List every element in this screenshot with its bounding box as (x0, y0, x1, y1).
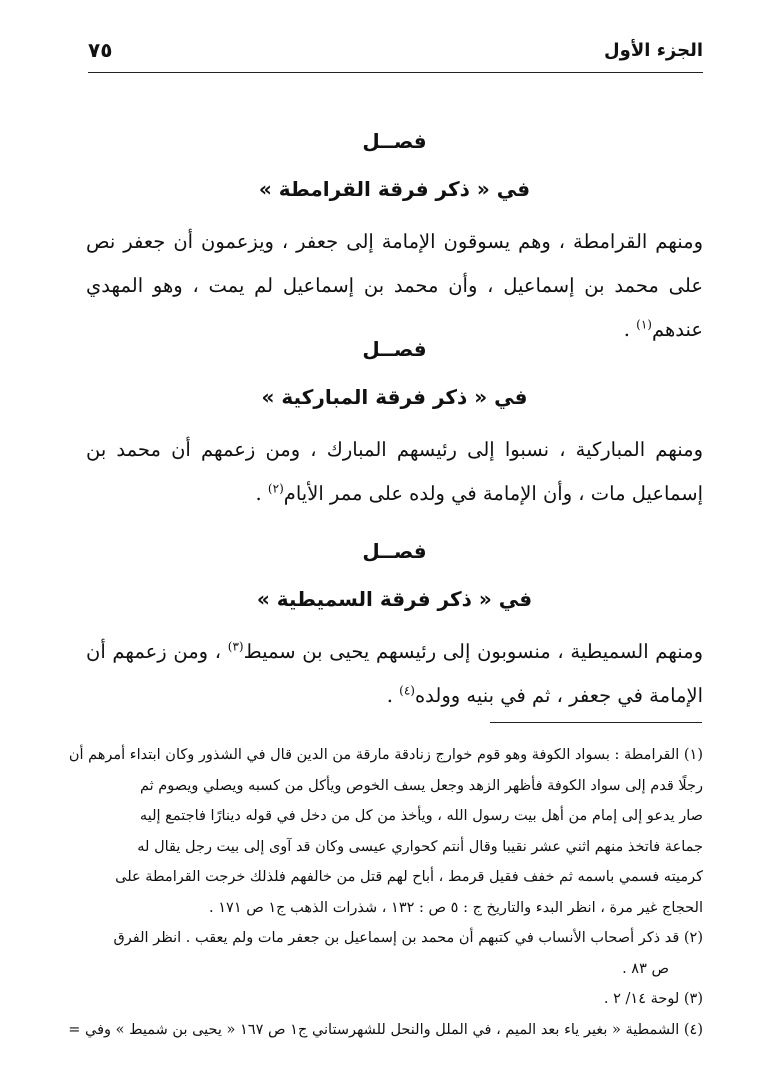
section-heading: فصــل (362, 539, 427, 563)
section-mubarakiyya (86, 334, 703, 516)
footnote-line: (٣) لوحة ١٤/ ٢ . (603, 991, 703, 1007)
section-subtitle: في « ذكر فرقة المباركية » (261, 385, 528, 409)
section-sumaytiyya (86, 536, 703, 718)
paragraph-text: ومنهم المباركية ، نسبوا إلى رئيسهم المبارك ، ومن زعمهم أن محمد بن إسماعيل مات ، وأن الإمامة في ولده على ممر الأيام (86, 438, 703, 505)
page-header (88, 38, 703, 73)
running-title: الجزء الأول (604, 40, 703, 61)
footnote-line: صار يدعو إلى إمام من أهل بيت رسول الله ، ويأخذ من كل من دخل في قوله دينارًا فاجتمع إليه (139, 808, 703, 824)
paragraph-text-cont: ، ومن زعمهم أن الإمامة في جعفر ، ثم في بنيه وولده (86, 640, 703, 707)
footnote-line: (٢) قد ذكر أصحاب الأنساب في كتبهم أن محمد بن إسماعيل بن جعفر مات ولم يعقب . انظر الفرق (113, 930, 703, 946)
paragraph-end: . (255, 482, 268, 505)
footnote-line: كرميته فسمي باسمه ثم خفف فقيل قرمط ، أباح لهم قتل من خالفهم فلذلك خرجت القرامطة على (115, 869, 703, 885)
section-subtitle: في « ذكر فرقة السميطية » (256, 587, 533, 611)
footnote-line: جماعة فاتخذ منهم اثني عشر نقيبا وقال أنتم كحواري عيسى وكان قد آوى إلى بيت رجل يقال له (137, 838, 703, 855)
section-heading: فصــل (362, 337, 427, 361)
section-paragraph (86, 630, 703, 718)
footnote-line: رجلًا قدم إلى سواد الكوفة فأظهر الزهد وجعل يسف الخوص ويأكل من كسبه ويصلي ويصوم ثم (139, 777, 703, 794)
footnote-ref[interactable]: (٢) (267, 481, 284, 496)
section-paragraph (86, 428, 703, 516)
section-paragraph (86, 220, 703, 352)
section-heading: فصــل (362, 129, 427, 153)
footnote-line: ص ٨٣ . (622, 960, 669, 977)
footnote-ref[interactable]: (٣) (227, 639, 244, 654)
paragraph-text: ومنهم القرامطة ، وهم يسوقون الإمامة إلى جعفر ، ويزعمون أن جعفر نص على محمد بن إسماعيل ، وأن محمد بن إسماعيل لم يمت ، وهو المهدي عندهم (86, 230, 703, 341)
footnote-1 (68, 740, 703, 923)
paragraph-text: ومنهم السميطية ، منسوبون إلى رئيسهم يحيى بن سميط (243, 640, 704, 663)
footnote-ref[interactable]: (٤) (399, 683, 415, 698)
footnote-ref[interactable]: (١) (636, 317, 652, 332)
footnotes (68, 740, 703, 1045)
footnote-2 (90, 923, 703, 984)
footnote-3 (90, 984, 703, 1015)
footnote-line: (١) القرامطة : بسواد الكوفة وهو قوم خوارج زنادقة مارقة من الدين قال في الشذور وكان ابتداء أمرهم أن (68, 747, 703, 763)
paragraph-end: . (386, 684, 400, 707)
paragraph-end: . (623, 318, 637, 341)
section-subtitle: في « ذكر فرقة القرامطة » (258, 177, 531, 201)
footnote-line: (٤) الشمطية « بغير ياء بعد الميم ، في الملل والنحل للشهرستاني ج١ ص ١٦٧ « يحيى بن شميط » وفي = (68, 1021, 703, 1038)
footnote-separator (490, 722, 702, 723)
footnote-4 (68, 1015, 703, 1046)
page-number: ٧٥ (88, 38, 113, 62)
footnote-line: الحجاج غير مرة ، انظر البدء والتاريخ ج : ٥ ص : ١٣٢ ، شذرات الذهب ج١ ص ١٧١ . (209, 899, 703, 916)
section-qaramita (86, 126, 703, 352)
